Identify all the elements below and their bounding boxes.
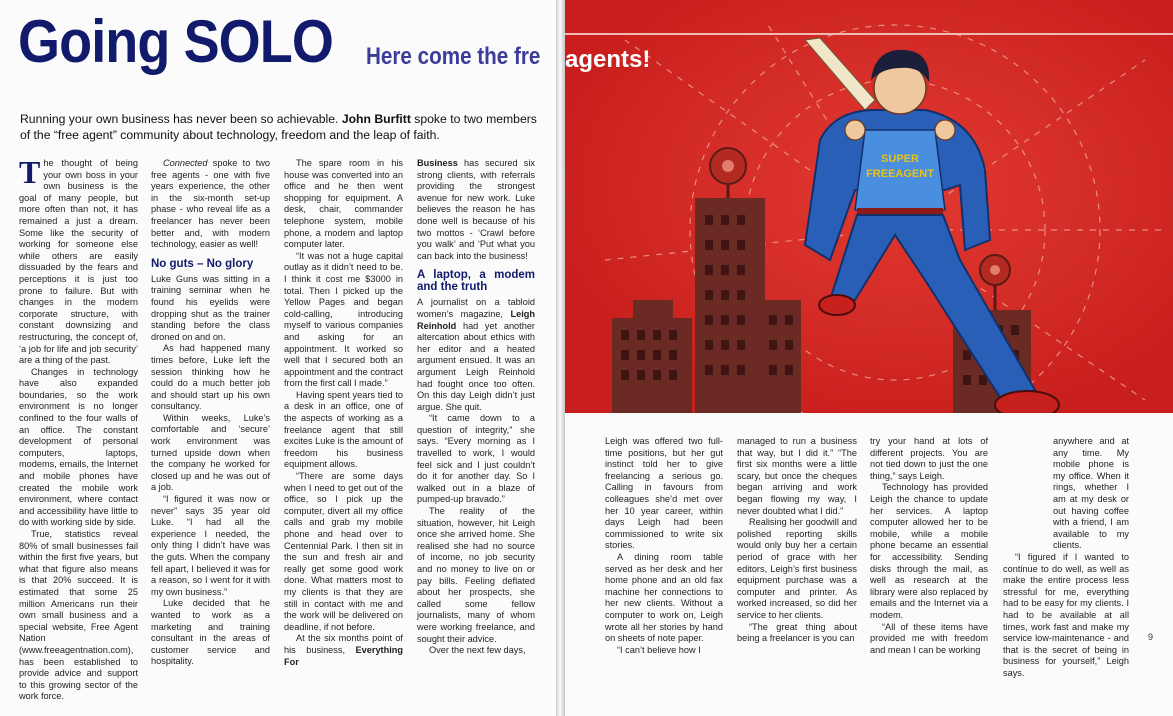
column-4 bbox=[417, 158, 535, 657]
paragraph: “There are some days when I need to get out of the office, so I pick up the computer, divert all my office calls and grab my mobile phone and head over to Centennial Park. I then sit in the sun and fresh air and really get some good work done. What matters most to my clients is that they are still in contact with me and the work will be delivered on deadline, if not before. bbox=[284, 471, 403, 632]
article-deck bbox=[20, 111, 545, 143]
paragraph: managed to run a business that way, but I did it.” “The first six months were a little scary, but once the cheques began arriving and work began flowing my way, I never doubted what I did.” bbox=[737, 436, 857, 516]
company-name: Everything For bbox=[284, 644, 403, 667]
shirt-logo-line2: FREEAGENT bbox=[866, 168, 934, 180]
headline-title: Going SOLO bbox=[18, 8, 333, 75]
paragraph-text: A journalist on a tabloid women’s magazine, bbox=[417, 297, 535, 319]
column-5 bbox=[605, 436, 723, 656]
column-6 bbox=[737, 436, 857, 645]
deck-outro: spoke to two members of the “free agent” community about technology, freedom and the leap of faith. bbox=[20, 112, 537, 142]
paragraph: Luke decided that he wanted to work as a marketing and training consultant in the areas of customer service and hospitality. bbox=[151, 598, 270, 667]
paragraph bbox=[151, 158, 270, 251]
top-rule bbox=[565, 33, 1173, 35]
shirt-logo-line1: SUPER bbox=[881, 153, 919, 165]
paragraph: True, statistics reveal 80% of small businesses fail within the first five years, but what that figure also means is that 20% succeed. It is estimated that some 25 million Americans run their own small business and a special website, Free Agent Nation (www.freeagentnation.com), has been established to provide advice and support to this growing sector of the work force. bbox=[19, 529, 138, 702]
paragraph: Luke Guns was sitting in a training seminar when he found his eyelids were dropping shut as the trainer standing before the class droned on and on. bbox=[151, 273, 270, 342]
paragraph-text: spoke to two free agents - one with five years experience, the other in the six-month set-up phase - who reveal life as a freelancer has never been better and, with modern technology, easier as well! bbox=[151, 158, 270, 250]
column-8 bbox=[1003, 436, 1129, 679]
paragraph: “It came down to a question of integrity,” she says. “Every morning as I travelled to work, I would feel sick and I just couldn’t do it for another day. So I walked out in a blaze of pumped-up bravado.” bbox=[417, 413, 535, 505]
paragraph: As had happened many times before, Luke left the session thinking how he could do a much better job and should start up his own consultancy. bbox=[151, 343, 270, 412]
paragraph bbox=[417, 158, 535, 262]
hero-illustration bbox=[565, 0, 1173, 413]
paragraph-text: has secured six strong clients, with referrals providing the strongest avenue for new work. Luke believes the reason he has done well is because of his two mottos - ‘Crawl before you walk’ and ‘Put what you can back into the business! bbox=[417, 158, 535, 261]
paragraph: try your hand at lots of different projects. You are not tied down to just the one thing,” says Leigh. bbox=[870, 436, 988, 481]
superhero-illustration bbox=[565, 0, 1173, 413]
paragraph-text: had yet another altercation about ethics with her editor and a heated argument ensued. It was an argument Leigh Reinhold had fought once too often. On this day Leigh didn’t just argue. She quit. bbox=[417, 320, 535, 412]
paragraph: “The great thing about being a freelancer is you can bbox=[737, 621, 857, 644]
subheading: A laptop, a modem and the truth bbox=[417, 269, 535, 294]
paragraph bbox=[417, 297, 535, 413]
paragraph: “I can’t believe how I bbox=[617, 644, 701, 655]
paragraph: The reality of the situation, however, hit Leigh once she arrived home. She realised she had no source of income, no job security and no money to live on or pay bills. Feeling deflated about her prospects, she called some fellow journalists, many of whom were working freelance, and sought their advice. bbox=[417, 506, 535, 644]
paragraph-text: At the six months point of his business, bbox=[284, 633, 403, 655]
paragraph: “It was not a huge capital outlay as it didn’t need to be. I think it cost me $3000 in total. Then I picked up the Yellow Pages and began cold-calling, introducing myself to various companies and asking for an appointment. It worked so well that I secured both an appointment and the contract from the first call I made.” bbox=[284, 250, 404, 389]
paragraph: Having spent years tied to a desk in an office, one of the aspects of working as a freelance agent that still excites Luke is the amount of freedom his business equipment allows. bbox=[284, 389, 403, 470]
deck-author: John Burfitt bbox=[341, 112, 411, 126]
paragraph: Realising her goodwill and polished reporting skills would only buy her a certain period of grace with her editors, Leigh’s first business equipment purchase was a computer and printer. As worked increased, so did her service to her clients. bbox=[737, 517, 857, 620]
column-1 bbox=[19, 154, 138, 703]
paragraph bbox=[19, 154, 138, 367]
paragraph bbox=[284, 633, 403, 668]
right-page bbox=[565, 0, 1173, 716]
drop-cap: T bbox=[19, 154, 41, 190]
subheading: No guts – No glory bbox=[151, 257, 254, 270]
paragraph: Changes in technology have also expanded boundaries, so the work environment is no longer confined to the four walls of an office. The constant development of personal computers, laptops, modems, emails, the Internet and mobile phones have created the mobile work environment, where contact and accessibility have little to do with working side by side. bbox=[19, 366, 138, 528]
paragraph-text: he thought of being your own boss in your own business is the goal of many people, but more often than not, it has remained a just a dream. Some like the security of working for someone else while others are easily dissuaded by the fears and perceptions it is just too prone to failure. But with changes in the modern corporate structure, with constant downsizing and restructuring, the concept of, ‘a job for life and job security’ are a thing of the past. bbox=[19, 158, 138, 366]
paragraph: “All of these items have provided me with freedom and mean I can be working bbox=[870, 621, 988, 655]
paragraph: Leigh was offered two full-time positions, but her gut instinct told her to give freelancing a serious go. Calling in favours from colleagues she’d met over her 10 year career, within days Leigh had been commissioned to write six stories. bbox=[605, 436, 723, 551]
column-7 bbox=[870, 436, 988, 656]
magazine-name: Connected bbox=[163, 158, 208, 168]
person-name: Leigh Reinhold bbox=[417, 308, 535, 331]
company-name: Business bbox=[417, 158, 458, 168]
paragraph: A dining room table served as her desk and her home phone and an old fax machine her connections to her new clients. Without a computer to work on, Leigh wrote all her stories by hand on sheets of note paper. bbox=[605, 551, 723, 644]
paragraph: The spare room in his house was converted into an office and he then went shopping for equipment. A desk, chair, commander telephone system, mobile phone, a modem and laptop computer later. bbox=[284, 158, 403, 250]
paragraph: anywhere and at any time. My mobile phone is my office. When it rings, whether I am at my desk or out having coffee with a friend, I am available to my clients. bbox=[1053, 436, 1129, 551]
paragraph: Technology has provided Leigh the chance to update her services. A laptop computer allowed her to be mobile, while a mobile phone became an essential for accessibility. Sending disks through the mail, as well as research at the library were also replaced by emails and the Internet via a modem. bbox=[870, 482, 988, 620]
left-page bbox=[0, 0, 557, 716]
deck-intro: Running your own business has never been so achievable. bbox=[20, 112, 339, 126]
headline-subtitle-part2: agents! bbox=[565, 46, 651, 73]
paragraph: “I figured if I wanted to continue to do well, as well as make the entire process less stressful for me, everything had to be easy for my clients. I had to be available at all times, work fast and make my service low-maintenance - and that is the secret of being in business for yourself,” Leigh says. bbox=[1003, 551, 1129, 678]
paragraph: Within weeks, Luke’s comfortable and ‘secure’ work environment was turned upside down when the company he worked for closed up and he was out of a job. bbox=[151, 412, 270, 493]
headline-subtitle-part1: Here come the fre bbox=[366, 43, 541, 70]
paragraph: “I figured it was now or never” says 35 year old Luke. “I had all the experience I needed, the only thing I didn’t have was the guts. When the company fell apart, I believed it was for a reason, so I went for it with my own business.” bbox=[151, 494, 270, 597]
column-2 bbox=[151, 158, 270, 668]
paragraph: Over the next few days, bbox=[429, 645, 526, 656]
page-number: 9 bbox=[1148, 632, 1154, 642]
column-3 bbox=[284, 158, 403, 668]
